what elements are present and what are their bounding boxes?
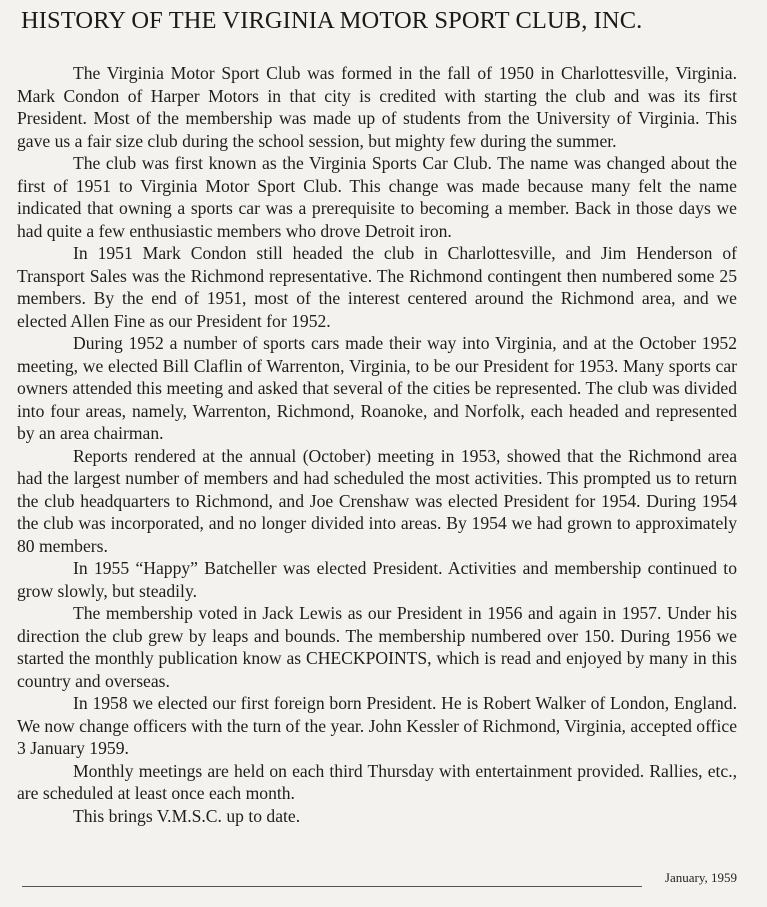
- paragraph-1: The Virginia Motor Sport Club was formed in the fall of 1950 in Charlottesville, Virginia. Mark Condon of Harper Motors in that city is credited with starting the club and was its first President. Most of the membership was made up of students from the University of Virginia. This gave us a fair size club during the school session, but mighty few during the summer.: [17, 63, 737, 151]
- paragraph-5: Reports rendered at the annual (October) meeting in 1953, showed that the Richmond area had the largest number of members and had scheduled the most activities. This prompted us to return the club headquarters to Richmond, and Joe Crenshaw was elected President for 1954. During 1954 the club was incorporated, and no longer divided into areas. By 1954 we had grown to approximately 80 members.: [17, 445, 737, 556]
- paragraph-8: In 1958 we elected our first foreign born President. He is Robert Walker of London, England. We now change officers with the turn of the year. John Kessler of Richmond, Virginia, accepted office 3 January 1959.: [17, 693, 737, 758]
- document-footer: [22, 868, 737, 888]
- paragraph-9: Monthly meetings are held on each third Thursday with entertainment provided. Rallies, etc., are scheduled at least once each month.: [17, 760, 737, 803]
- paragraph-7: The membership voted in Jack Lewis as our President in 1956 and again in 1957. Under his direction the club grew by leaps and bounds. The membership numbered over 150. During 1956 we started the monthly publication know as CHECKPOINTS, which is read and enjoyed by many in this country and overseas.: [17, 603, 737, 691]
- document-title: HISTORY OF THE VIRGINIA MOTOR SPORT CLUB, INC.: [21, 7, 643, 34]
- footer-date: January, 1959: [664, 870, 737, 885]
- signature-line: [22, 886, 642, 887]
- paragraph-6: In 1955 “Happy” Batcheller was elected President. Activities and membership continued to grow slowly, but steadily.: [17, 558, 737, 601]
- paragraph-4: During 1952 a number of sports cars made their way into Virginia, and at the October 1952 meeting, we elected Bill Claflin of Warrenton, Virginia, to be our President for 1953. Many sports car owners attended this meeting and asked that several of the cities be represented. The club was divided into four areas, namely, Warrenton, Richmond, Roanoke, and Norfolk, each headed and represented by an area chairman.: [17, 333, 737, 443]
- paragraph-10: This brings V.M.S.C. up to date.: [73, 805, 301, 826]
- paragraph-3: In 1951 Mark Condon still headed the club in Charlottesville, and Jim Henderson of Transport Sales was the Richmond representative. The Richmond contingent then numbered some 25 members. By the end of 1951, most of the interest centered around the Richmond area, and we elected Allen Fine as our President for 1952.: [17, 243, 737, 331]
- paragraph-2: The club was first known as the Virginia Sports Car Club. The name was changed about the first of 1951 to Virginia Motor Sport Club. This change was made because many felt the name indicated that owning a sports car was a prerequisite to becoming a member. Back in those days we had quite a few enthusiastic members who drove Detroit iron.: [17, 153, 737, 241]
- document-body: [17, 62, 737, 827]
